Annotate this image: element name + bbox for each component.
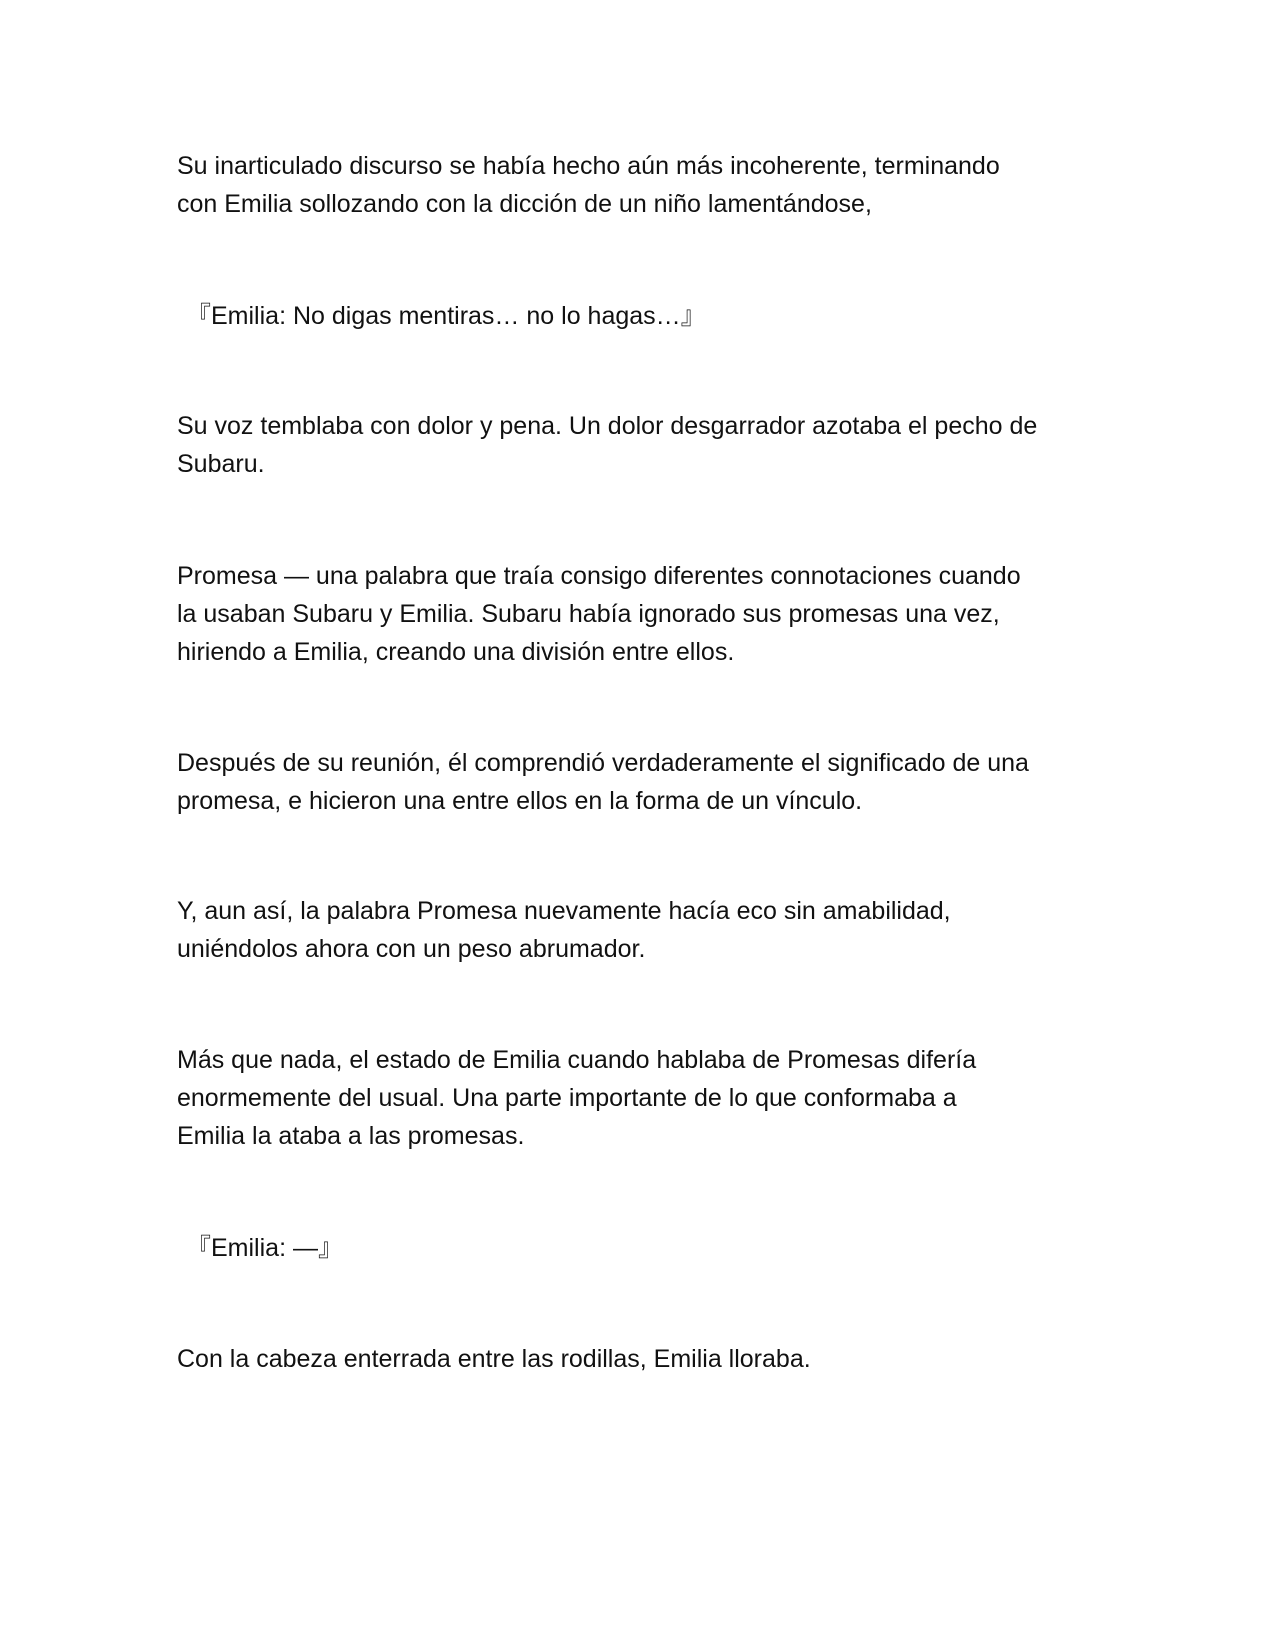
paragraph-7: Con la cabeza enterrada entre las rodillas, Emilia lloraba. [177,1345,811,1373]
paragraph-3: Promesa — una palabra que traía consigo diferentes connotaciones cuando la usaban Subaru y Emilia. Subaru había ignorado sus promesas una vez, hiriendo a Emilia, creando una división entre ellos. [177,562,1021,666]
dialogue-line-1: 『Emilia: No digas mentiras… no lo hagas…』 [186,302,706,330]
paragraph-2: Su voz temblaba con dolor y pena. Un dolor desgarrador azotaba el pecho de Subaru. [177,412,1038,478]
paragraph-4: Después de su reunión, él comprendió verdaderamente el significado de una promesa, e hicieron una entre ellos en la forma de un vínculo. [177,749,1029,815]
paragraph-6: Más que nada, el estado de Emilia cuando hablaba de Promesas difería enormemente del usual. Una parte importante de lo que conformaba a Emilia la ataba a las promesas. [177,1046,977,1150]
dialogue-line-2: 『Emilia: —』 [186,1234,343,1262]
paragraph-1: Su inarticulado discurso se había hecho aún más incoherente, terminando con Emilia sollozando con la dicción de un niño lamentándose, [177,152,1000,218]
paragraph-5: Y, aun así, la palabra Promesa nuevamente hacía eco sin amabilidad, uniéndolos ahora con un peso abrumador. [177,897,951,963]
